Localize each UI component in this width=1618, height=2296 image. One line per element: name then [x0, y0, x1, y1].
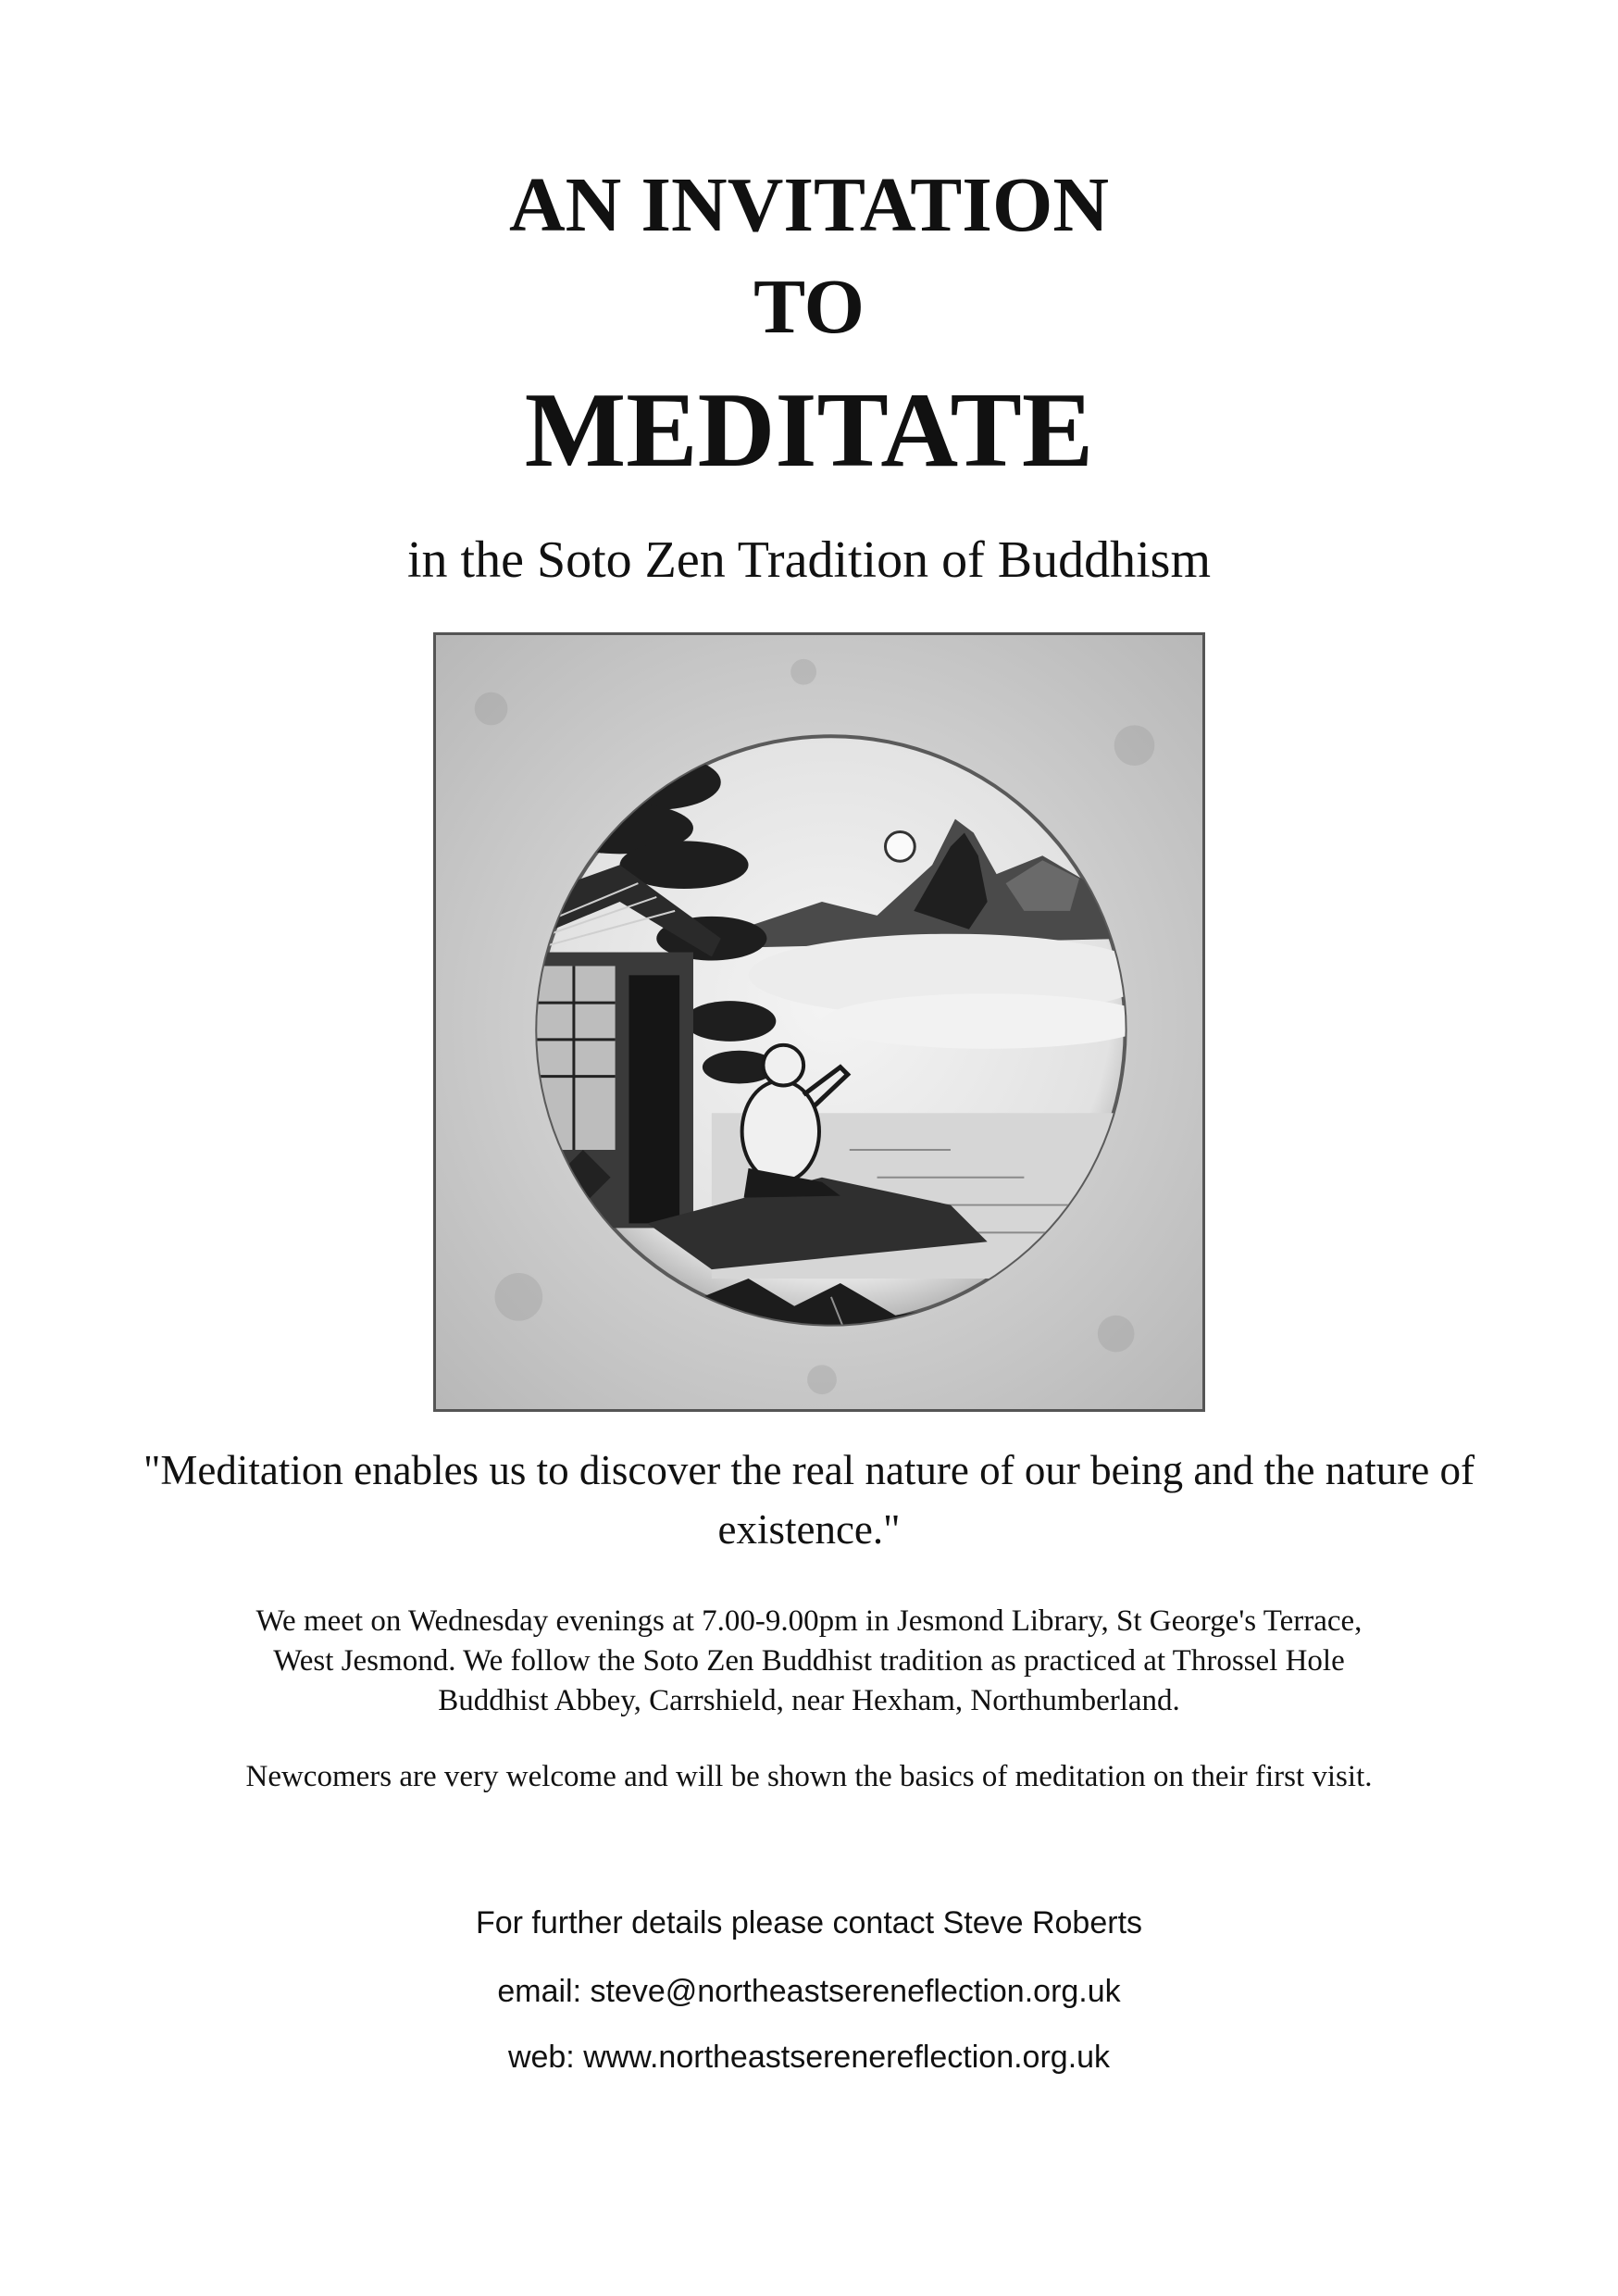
contact-email: email: steve@northeastsereneflection.org.uk — [497, 1974, 1121, 2009]
meeting-info: We meet on Wednesday evenings at 7.00-9.00pm in Jesmond Library, St George's Terrace, West Jesmond. We follow the Soto Zen Buddhist tradition as practiced at Throssel Hole Buddhist Abbey, Carrshield, near Hexham, Northumberland. — [255, 1604, 1363, 1717]
quote: "Meditation enables us to discover the real nature of our being and the nature of existence." — [143, 1447, 1475, 1553]
monk-moon-painting — [436, 635, 1202, 1409]
page-title: MEDITATE — [524, 371, 1094, 490]
subtitle: in the Soto Zen Tradition of Buddhism — [406, 531, 1212, 589]
contact-web: web: www.northeastserenereflection.org.uk — [507, 2040, 1111, 2075]
title-line-1: AN INVITATION — [509, 162, 1109, 248]
ink-painting-illustration — [433, 632, 1205, 1412]
newcomers-note: Newcomers are very welcome and will be shown the basics of meditation on their first visit. — [245, 1760, 1373, 1793]
contact-line: For further details please contact Steve Roberts — [475, 1905, 1143, 1940]
title-line-2: TO — [753, 264, 865, 350]
